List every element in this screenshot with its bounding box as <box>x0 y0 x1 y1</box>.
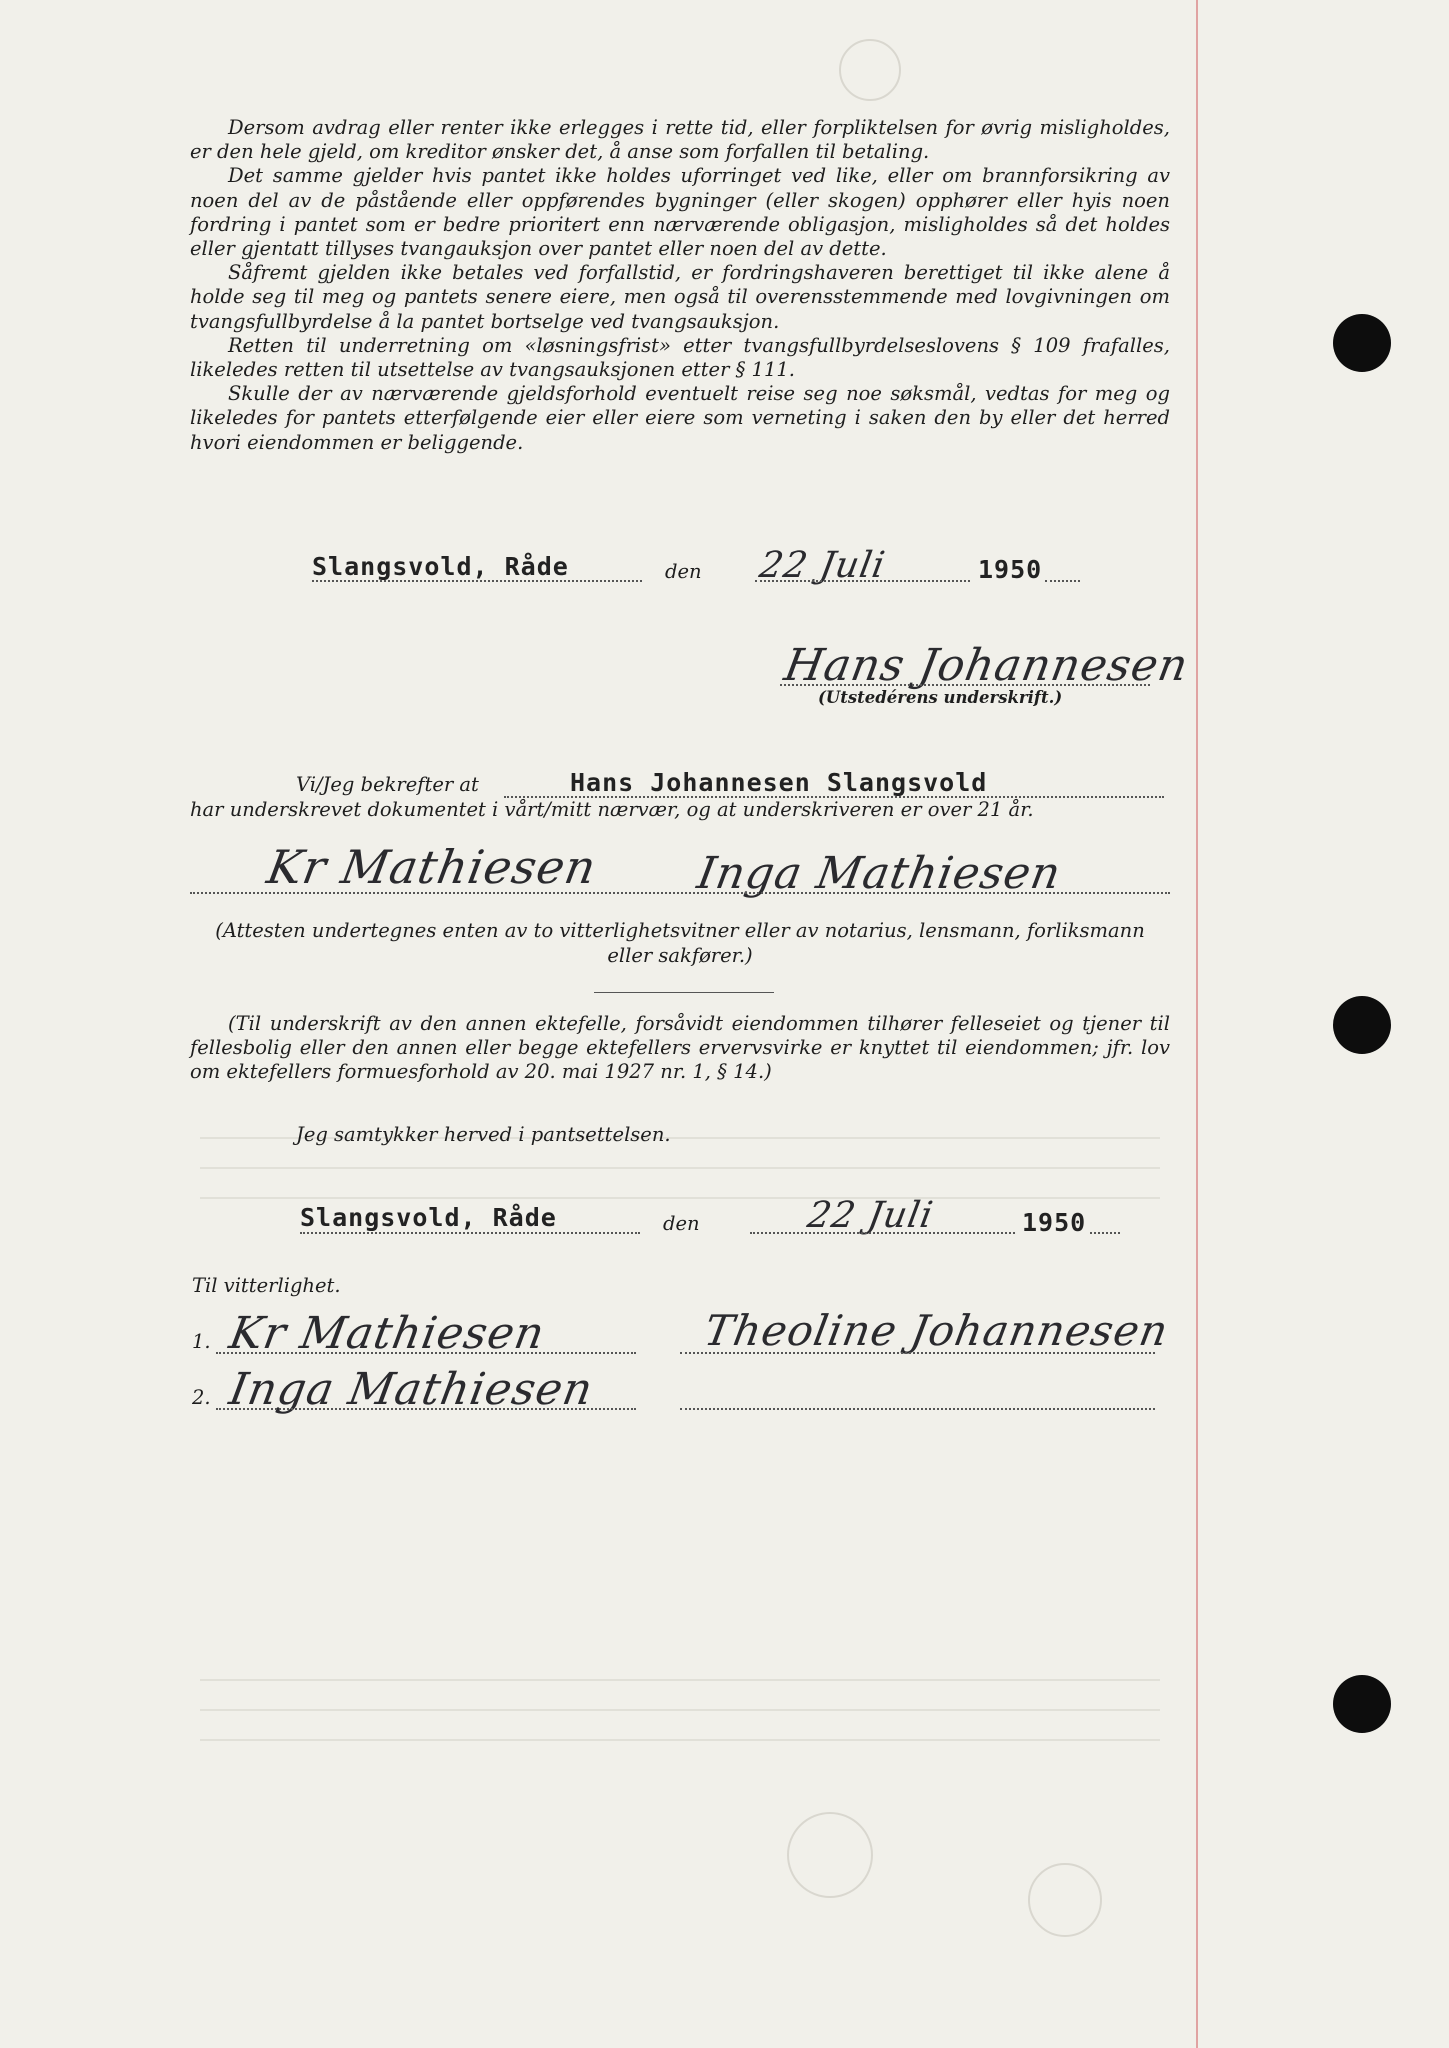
spouse-signature: Theoline Johannesen <box>700 1306 1173 1355</box>
clause-paragraph: Såfremt gjelden ikke betales ved forfallstid, er fordringshaveren berettiget til ikke alene å holde seg til meg og pantets senere eiere, men også til overensstemmende med lovgivningen om tvangsfullbyrdelse å la pantet bortselge ved tvangsauksjon. <box>190 261 1170 333</box>
attest-note: (Attesten undertegnes enten av to vitterlighetsvitner eller av notarius, lensmann, forliksmann eller sakfører.) <box>215 919 1145 967</box>
date-handwritten-1: 22 Juli <box>756 545 889 586</box>
den-label-1: den <box>665 560 702 583</box>
witness-signature-2: Inga Mathiesen <box>693 848 1065 899</box>
witness-line-1 <box>190 892 1170 894</box>
place-dotted-line-1 <box>312 580 642 582</box>
clause-paragraph: Retten til underretning om «løsningsfrist» etter tvangsfullbyrdelseslovens § 109 frafalles, likeledes retten til utsettelse av tvangsauksjonen etter § 111. <box>190 333 1170 382</box>
witness-row-signature-2: Inga Mathiesen <box>225 1364 597 1415</box>
confirm-prefix: Vi/Jeg bekrefter at <box>296 773 479 796</box>
punch-hole-top <box>1333 314 1391 372</box>
place-typed-2: Slangsvold, Råde <box>300 1203 557 1232</box>
date-dotted-line-2 <box>750 1232 1015 1234</box>
spouse-signature-line <box>680 1352 1155 1354</box>
issuer-signature-line <box>780 684 1150 686</box>
separator-line <box>594 992 774 993</box>
issuer-signature: Hans Johannesen <box>780 640 1193 691</box>
place-dotted-line-2 <box>300 1232 640 1234</box>
witness-number-2: 2. <box>192 1386 211 1409</box>
den-label-2: den <box>663 1212 700 1235</box>
clause-paragraph: Det samme gjelder hvis pantet ikke holdes uforringet ved like, eller om brannforsikring av noen del av de påstående eller oppførendes bygninger (eller skogen) opphører eller hyis noen fordring i pantet som er bedre prioritert enn nærværende obligasjon, misligholdes så det holdes eller gjentatt tillyses tvangauksjon over pantet eller noen del av dette. <box>190 164 1170 261</box>
issuer-caption: (Utstedérens underskrift.) <box>818 688 1063 707</box>
year-typed-2: 1950 <box>1022 1208 1087 1237</box>
witness-heading: Til vitterlighet. <box>192 1274 341 1297</box>
date-dotted-line-1 <box>755 580 970 582</box>
empty-signature-line <box>680 1408 1155 1410</box>
consent-text: Jeg samtykker herved i pantsettelsen. <box>296 1123 671 1146</box>
clause-paragraph: Dersom avdrag eller renter ikke erlegges i rette tid, eller forpliktelsen for øvrig misligholdes, er den hele gjeld, om kreditor ønsker det, å anse som forfallen til betaling. <box>190 116 1170 164</box>
confirm-text: har underskrevet dokumentet i vårt/mitt nærvær, og at underskriveren er over 21 år. <box>190 798 1034 821</box>
year-typed-1: 1950 <box>978 555 1043 584</box>
place-typed-1: Slangsvold, Råde <box>312 552 569 581</box>
witness-signature-1: Kr Mathiesen <box>263 840 601 894</box>
date-handwritten-2: 22 Juli <box>804 1195 937 1236</box>
year-dotted-line-1 <box>1045 580 1080 582</box>
clause-paragraph: Skulle der av nærværende gjeldsforhold eventuelt reise seg noe søksmål, vedtas for meg og likeledes for pantets etterfølgende eier eller eiere som verneting i saken den by eller det herred hvori eiendommen er beliggende. <box>190 382 1170 454</box>
spouse-note <box>190 1012 1170 1085</box>
witness-row-signature-1: Kr Mathiesen <box>225 1308 549 1359</box>
punch-hole-middle <box>1333 996 1391 1054</box>
punch-hole-bottom <box>1333 1675 1391 1733</box>
clause-text <box>190 116 1170 455</box>
witness-number-1: 1. <box>192 1330 211 1353</box>
spouse-note-text: (Til underskrift av den annen ektefelle, forsåvidt eiendommen tilhører felleseiet og tjener til fellesbolig eller den annen eller begge ektefellers ervervsvirke er knyttet til eiendommen; jfr. lov om ektefellers formuesforhold av 20. mai 1927 nr. 1, § 14.) <box>190 1012 1170 1084</box>
confirm-name-typed: Hans Johannesen Slangsvold <box>570 768 988 797</box>
witness-row-line-2 <box>216 1408 636 1410</box>
witness-row-line-1 <box>216 1352 636 1354</box>
year-dotted-line-2 <box>1090 1232 1120 1234</box>
